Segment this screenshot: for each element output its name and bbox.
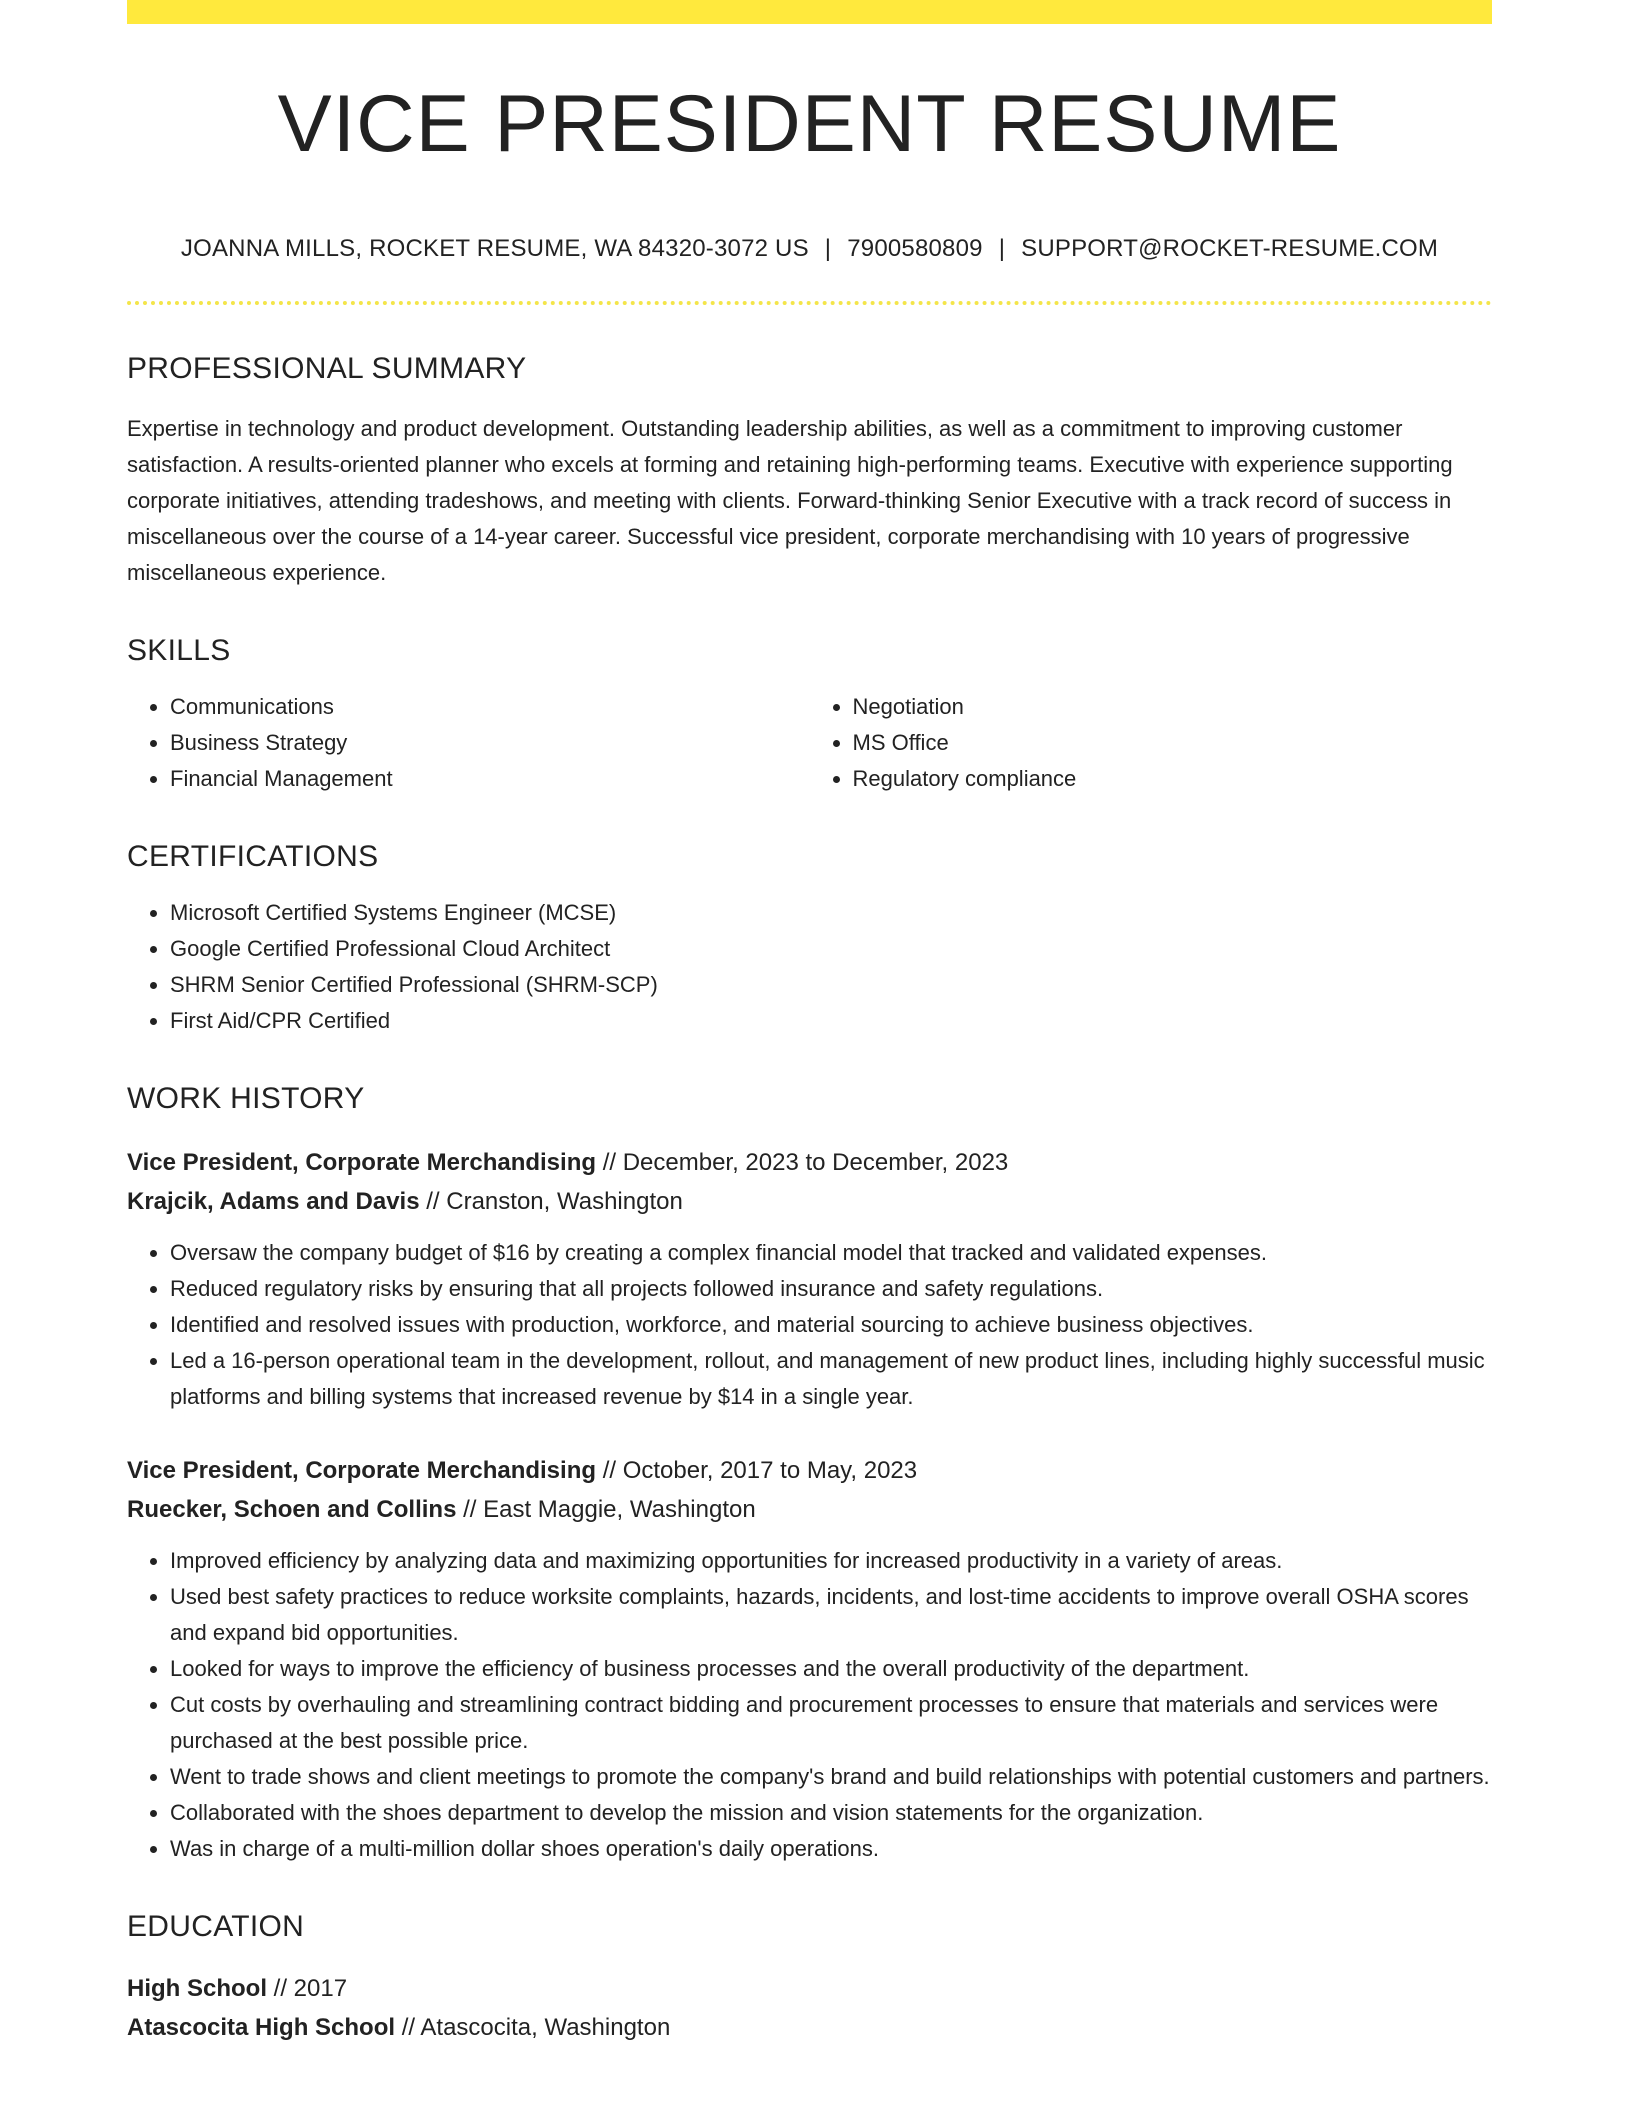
job-bullet: • Went to trade shows and client meetings to promote the company's brand and build relationships with potential customers and partners.: [170, 1759, 1492, 1795]
skill-item: • Financial Management: [170, 761, 810, 797]
job-entry: [127, 1451, 1492, 1867]
certifications-list: [127, 895, 1492, 1039]
education-location: // Atascocita, Washington: [395, 2014, 671, 2042]
job-bullet: • Used best safety practices to reduce worksite complaints, hazards, incidents, and lost-time accidents to improve overall OSHA scores and expand bid opportunities.: [170, 1579, 1492, 1651]
job-company-line: [127, 1490, 1492, 1529]
job-entry: [127, 1143, 1492, 1415]
certification-item: • First Aid/CPR Certified: [170, 1003, 1492, 1039]
education-school-line: [127, 2008, 1492, 2047]
resume-title: VICE PRESIDENT RESUME: [277, 79, 1342, 169]
job-location: // Cranston, Washington: [419, 1188, 683, 1216]
accent-top-bar: [127, 0, 1492, 24]
skills-heading: SKILLS: [127, 634, 231, 668]
job-bullet: • Led a 16-person operational team in the development, rollout, and management of new product lines, including highly successful music platforms and billing systems that increased revenue by $14 in a single year.: [170, 1343, 1492, 1415]
summary-heading: PROFESSIONAL SUMMARY: [127, 352, 527, 386]
skill-item: • Business Strategy: [170, 725, 810, 761]
job-dates: // October, 2017 to May, 2023: [596, 1457, 918, 1485]
job-location: // East Maggie, Washington: [456, 1496, 756, 1524]
skill-item: • MS Office: [853, 725, 1493, 761]
education-degree-line: [127, 1969, 1492, 2008]
job-bullet: • Looked for ways to improve the efficiency of business processes and the overall productivity of the department.: [170, 1651, 1492, 1687]
certifications-heading: CERTIFICATIONS: [127, 840, 379, 874]
job-bullets: [127, 1543, 1492, 1867]
certification-item: • Google Certified Professional Cloud Architect: [170, 931, 1492, 967]
job-title: Vice President, Corporate Merchandising: [127, 1149, 597, 1177]
job-bullet: • Oversaw the company budget of $16 by creating a complex financial model that tracked and validated expenses.: [170, 1235, 1492, 1271]
contact-separator: |: [824, 235, 832, 263]
contact-phone: 7900580809: [847, 235, 983, 263]
summary-section: [127, 351, 1492, 591]
resume-content: [127, 0, 1492, 2047]
education-heading: EDUCATION: [127, 1910, 305, 1944]
job-bullets: [127, 1235, 1492, 1415]
education-degree: High School: [127, 1975, 267, 2003]
job-bullet: • Identified and resolved issues with production, workforce, and material sourcing to achieve business objectives.: [170, 1307, 1492, 1343]
job-bullet: • Improved efficiency by analyzing data and maximizing opportunities for increased productivity in a variety of areas.: [170, 1543, 1492, 1579]
education-year: // 2017: [267, 1975, 348, 2003]
education-section: [127, 1909, 1492, 2047]
job-bullet: • Cut costs by overhauling and streamlining contract bidding and procurement processes to ensure that materials and services were purchased at the best possible price.: [170, 1687, 1492, 1759]
contact-email: SUPPORT@ROCKET-RESUME.COM: [1021, 235, 1439, 263]
job-bullet: • Reduced regulatory risks by ensuring that all projects followed insurance and safety regulations.: [170, 1271, 1492, 1307]
job-bullet: • Collaborated with the shoes department to develop the mission and vision statements for the organization.: [170, 1795, 1492, 1831]
certification-item: • SHRM Senior Certified Professional (SHRM-SCP): [170, 967, 1492, 1003]
skill-item: • Regulatory compliance: [853, 761, 1493, 797]
contact-separator: |: [998, 235, 1006, 263]
contact-address: JOANNA MILLS, ROCKET RESUME, WA 84320-3072 US: [180, 235, 809, 263]
job-dates: // December, 2023 to December, 2023: [596, 1149, 1009, 1177]
skills-right-list: [810, 689, 1493, 797]
job-bullet: • Was in charge of a multi-million dollar shoes operation's daily operations.: [170, 1831, 1492, 1867]
education-school: Atascocita High School: [127, 2014, 396, 2042]
job-title-line: [127, 1143, 1492, 1182]
skill-item: • Communications: [170, 689, 810, 725]
skills-grid: [127, 689, 1492, 797]
job-company: Ruecker, Schoen and Collins: [127, 1496, 457, 1524]
skill-item: • Negotiation: [853, 689, 1493, 725]
job-title: Vice President, Corporate Merchandising: [127, 1457, 597, 1485]
work-history-section: [127, 1081, 1492, 1867]
summary-text: Expertise in technology and product development. Outstanding leadership abilities, as well as a commitment to improving customer satisfaction. A results-oriented planner who excels at forming and retaining high-performing teams. Executive with experience supporting corporate initiatives, attending tradeshows, and meeting with clients. Forward-thinking Senior Executive with a track record of success in miscellaneous over the course of a 14-year career. Successful vice president, corporate merchandising with 10 years of progressive miscellaneous experience.: [127, 416, 1453, 586]
job-company: Krajcik, Adams and Davis: [127, 1188, 420, 1216]
contact-line: [127, 235, 1492, 263]
certifications-section: [127, 839, 1492, 1039]
skills-section: [127, 633, 1492, 797]
dotted-divider: [127, 301, 1492, 305]
education-entry: [127, 1969, 1492, 2047]
job-title-line: [127, 1451, 1492, 1490]
job-company-line: [127, 1182, 1492, 1221]
skills-left-list: [127, 689, 810, 797]
certification-item: • Microsoft Certified Systems Engineer (MCSE): [170, 895, 1492, 931]
work-history-heading: WORK HISTORY: [127, 1082, 365, 1116]
